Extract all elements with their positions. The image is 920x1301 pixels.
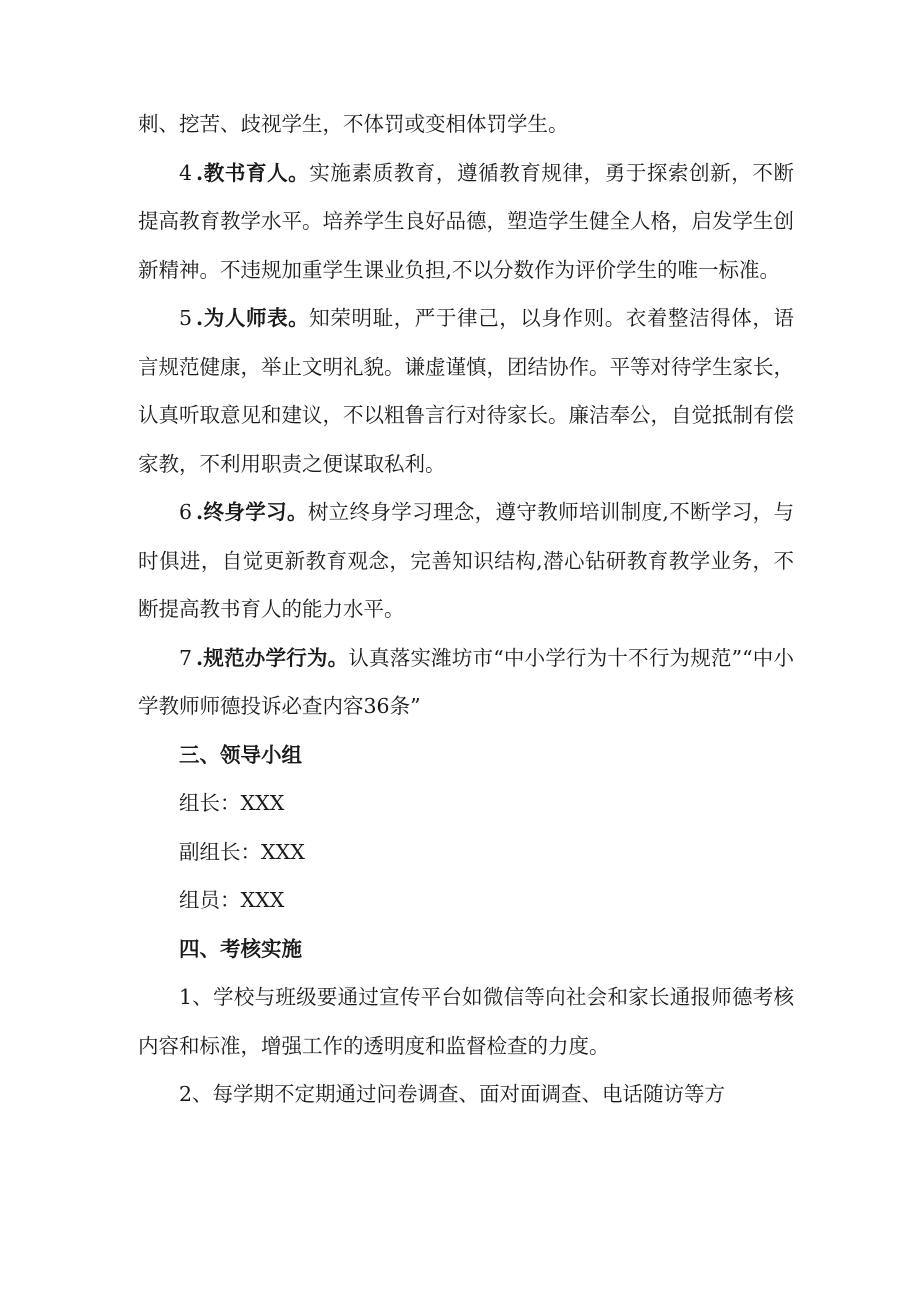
- section-4-paragraph-2: 2、每学期不定期通过问卷调查、面对面调查、电话随访等方: [179, 1082, 726, 1106]
- item-5-title: .为人师表。: [196, 306, 310, 330]
- section-4-paragraph-1: 1、学校与班级要通过宣传平台如微信等向社会和家长通报师德考核内容和标准，增强工作的透明度和监督检查的力度。: [138, 985, 794, 1058]
- members-line: 组员：XXX: [179, 888, 285, 912]
- deputy-leader-line: 副组长：XXX: [179, 839, 305, 864]
- item-7-title: .规范办学行为。: [196, 645, 349, 670]
- section-4-heading: 四、考核实施: [179, 936, 302, 961]
- item-7-number: 7: [179, 645, 193, 670]
- item-7-body: 认真落实潍坊市“中小学行为十不行为规范”“中小学教师师德投诉必查内容36条”: [138, 645, 794, 718]
- leader-line: 组长：XXX: [179, 791, 285, 815]
- item-7-paragraph: [138, 634, 794, 731]
- item-7-lead: [179, 646, 348, 670]
- item-5-number: 5: [179, 306, 193, 330]
- item-6-paragraph: [138, 488, 794, 634]
- item-6-lead: [179, 500, 308, 524]
- item-6-number: 6: [179, 500, 193, 524]
- item-4-number: 4: [179, 160, 193, 185]
- item-6-body: 树立终身学习理念，遵守教师培训制度,不断学习，与时俱进，自觉更新教育观念，完善知识结构,潜心钻研教育教学业务，不断提高教书育人的能力水平。: [138, 500, 795, 621]
- item-5-paragraph: [138, 294, 794, 488]
- item-6-title: .终身学习。: [196, 500, 308, 524]
- item-5-lead: [179, 306, 309, 330]
- item-5-body: 知荣明耻，严于律己，以身作则。衣着整洁得体，语言规范健康，举止文明礼貌。谦虚谨慎，团结协作。平等对待学生家长，认真听取意见和建议，不以粗鲁言行对待家长。廉洁奉公，自觉抵制有偿家教，不利用职责之便谋取私利。: [138, 306, 795, 476]
- item-4-title: .教书育人。: [196, 160, 310, 185]
- item-4-body: 实施素质教育，遵循教育规律，勇于探索创新，不断提高教育教学水平。培养学生良好品德，塑造学生健全人格，启发学生创新精神。不违规加重学生课业负担,不以分数作为评价学生的唯一标准。: [138, 160, 795, 282]
- item-4-paragraph: [138, 149, 794, 295]
- item-4-lead: [179, 161, 309, 185]
- section-3-heading: 三、领导小组: [179, 742, 302, 767]
- continuation-paragraph: 刺、挖苦、歧视学生，不体罚或变相体罚学生。: [138, 112, 569, 136]
- document-page: [138, 100, 794, 1119]
